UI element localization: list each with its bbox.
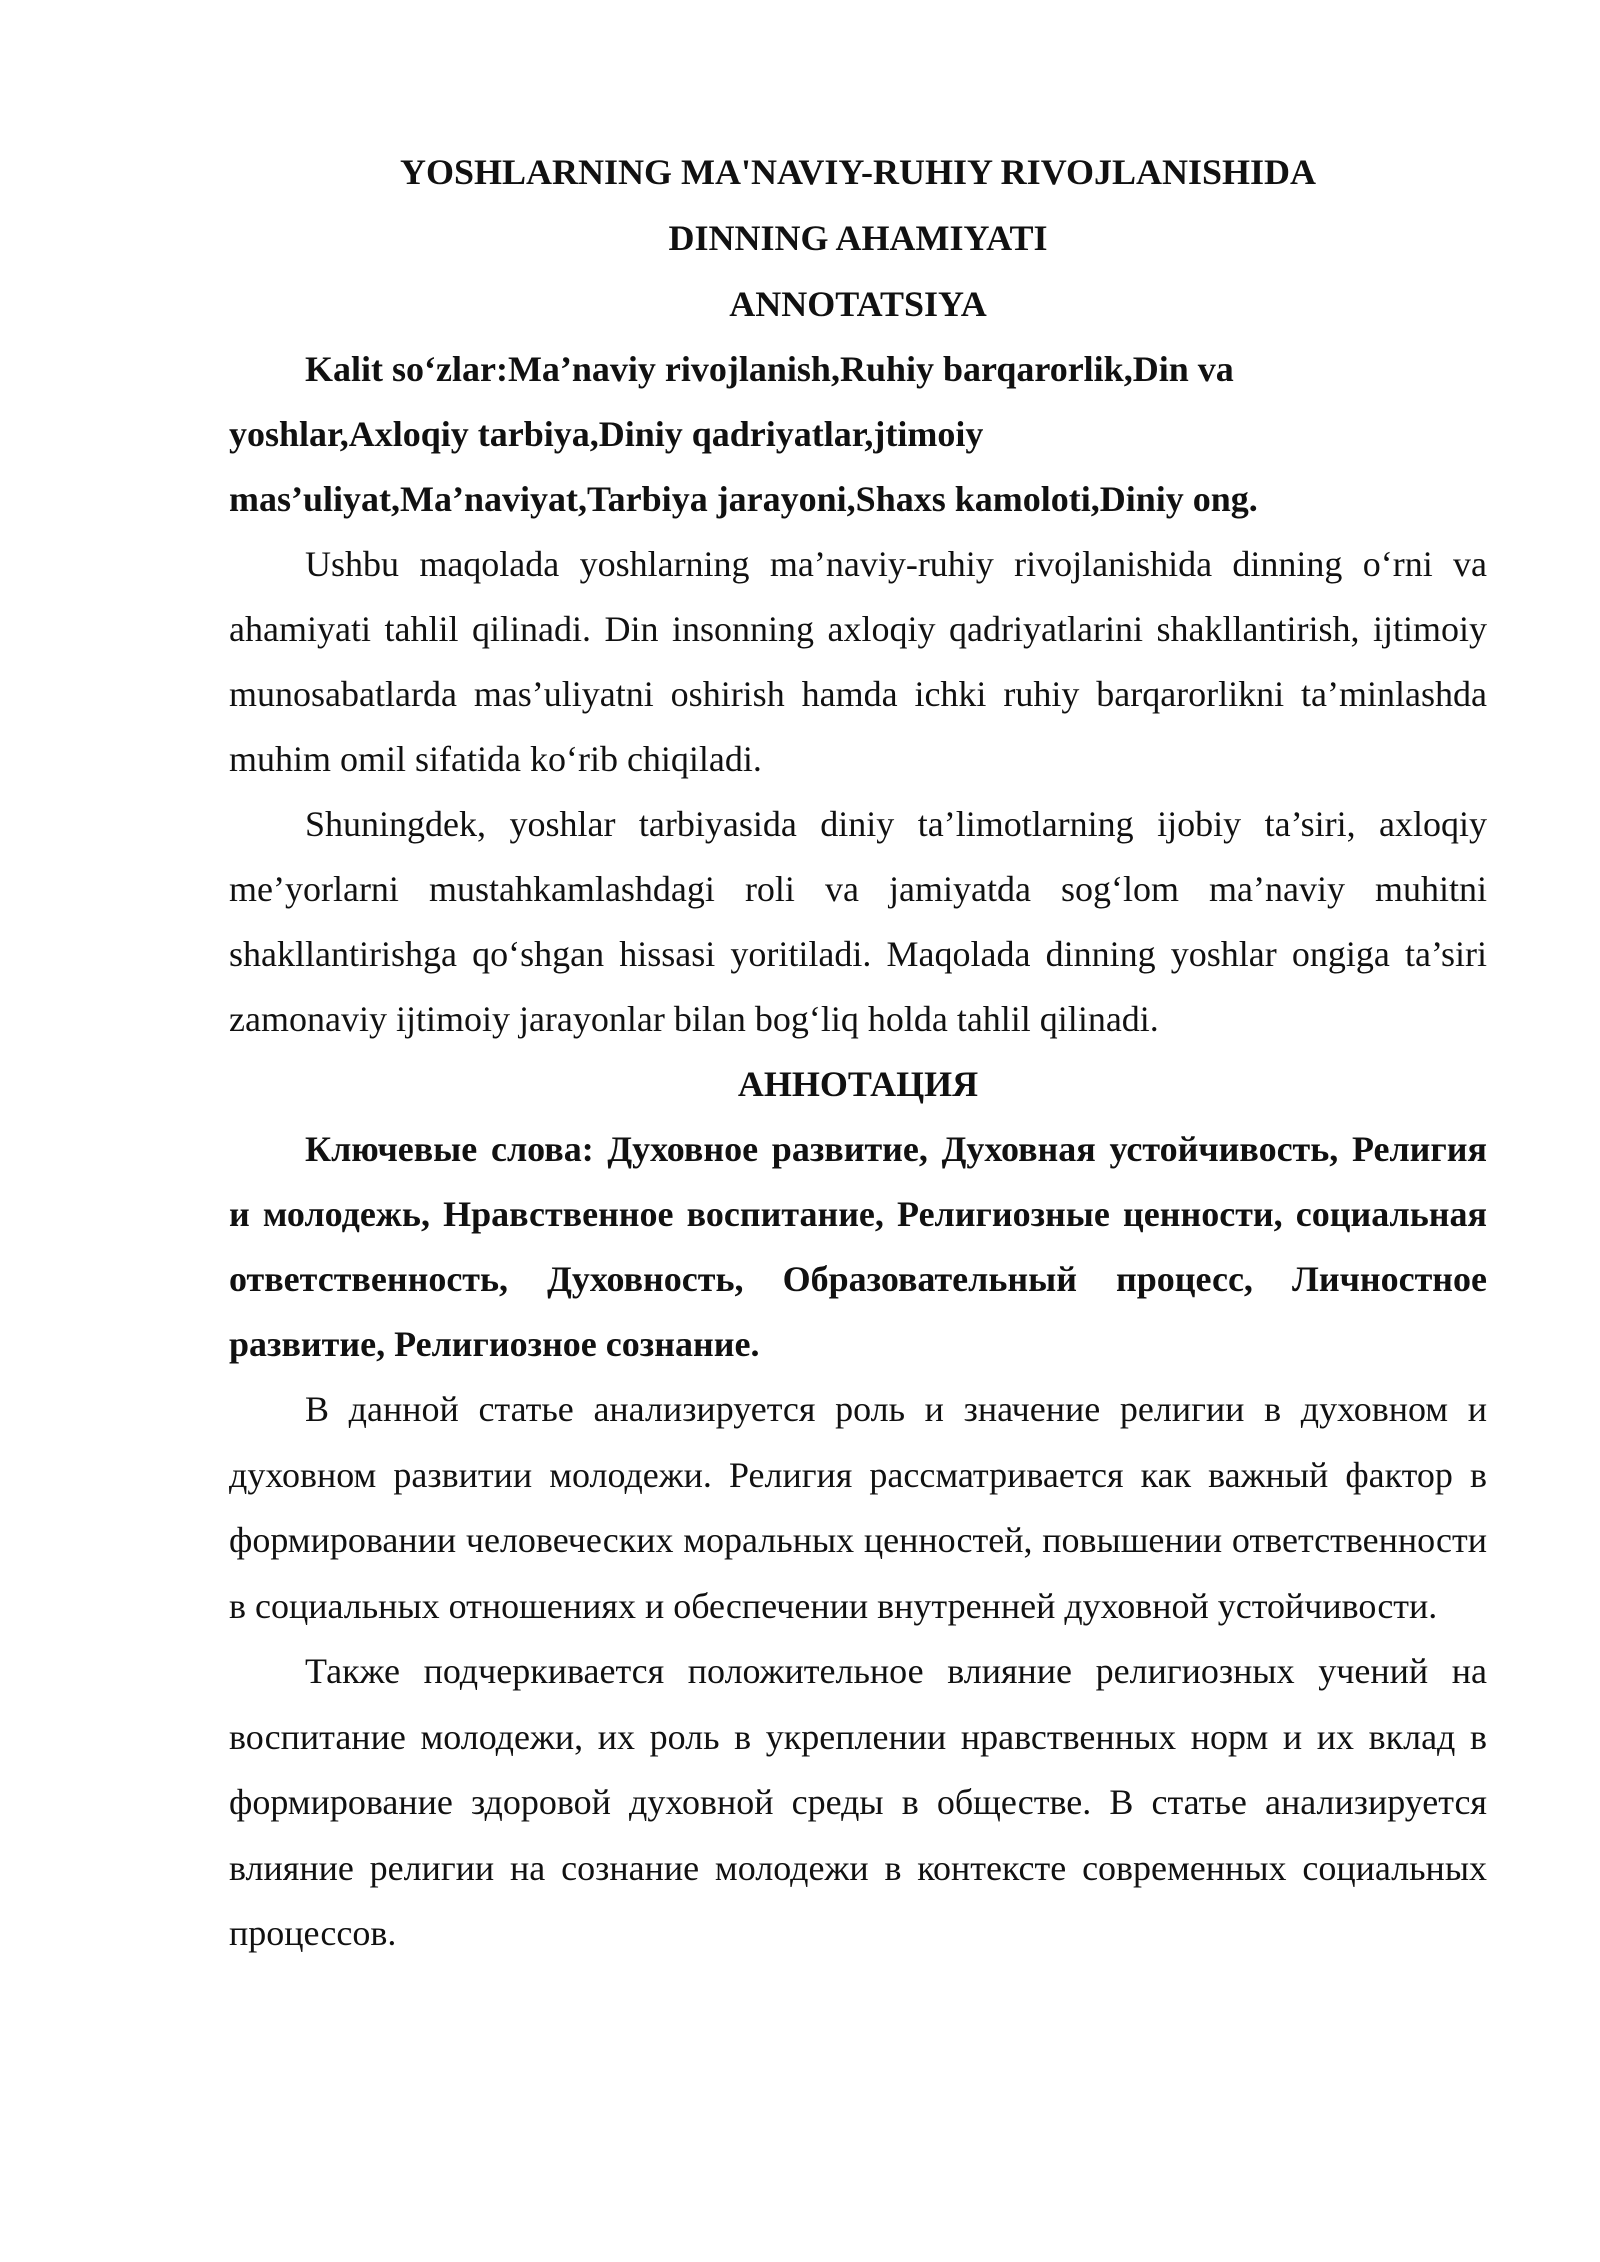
abstract-uz-paragraph-1: Ushbu maqolada yoshlarning ma’naviy-ruhiy rivojlanishida dinning o‘rni va ahamiyati tahlil qilinadi. Din insonning axloqiy qadriyatlarini shakllantirish, ijtimoiy munosabatlarda mas’uliyatni oshirish hamda ichki ruhiy barqarorlikni ta’minlashda muhim omil sifatida ko‘rib chiqiladi. bbox=[229, 544, 1487, 779]
annotation-uz-heading: ANNOTATSIYA bbox=[729, 284, 987, 324]
page-content bbox=[229, 140, 1487, 1967]
keywords-uz-line-1: Kalit so‘zlar:Ma’naviy rivojlanish,Ruhiy barqarorlik,Din va bbox=[305, 349, 1234, 389]
abstract-ru-paragraph-1: В данной статье анализируется роль и значение религии в духовном и духовном развитии молодежи. Религия рассматривается как важный фактор в формировании человеческих моральных ценностей, повышении ответственности в социальных отношениях и обеспечении внутренней духовной устойчивости. bbox=[229, 1389, 1487, 1626]
keywords-uz bbox=[229, 337, 1487, 532]
title-line-1: YOSHLARNING MA'NAVIY-RUHIY RIVOJLANISHIDA bbox=[399, 152, 1317, 192]
annotation-ru-heading: АННОТАЦИЯ bbox=[737, 1064, 979, 1104]
abstract-ru-paragraph-2: Также подчеркивается положительное влияние религиозных учений на воспитание молодежи, их роль в укреплении нравственных норм и их вклад в формирование здоровой духовной среды в обществе. В статье анализируется влияние религии на сознание молодежи в контексте современных социальных процессов. bbox=[229, 1651, 1487, 1953]
title-line-2: DINNING AHAMIYATI bbox=[668, 218, 1048, 258]
keywords-uz-line-3: mas’uliyat,Ma’naviyat,Tarbiya jarayoni,Shaxs kamoloti,Diniy ong. bbox=[229, 479, 1258, 519]
keywords-ru: Ключевые слова: Духовное развитие, Духовная устойчивость, Религия и молодежь, Нравственное воспитание, Религиозные ценности, социальная ответственность, Духовность, Образовательный процесс, Личностное развитие, Религиозное сознание. bbox=[229, 1129, 1487, 1364]
keywords-uz-line-2: yoshlar,Axloqiy tarbiya,Diniy qadriyatlar,jtimoiy bbox=[229, 414, 984, 454]
abstract-uz-paragraph-2: Shuningdek, yoshlar tarbiyasida diniy ta’limotlarning ijobiy ta’siri, axloqiy me’yorlarni mustahkamlashdagi roli va jamiyatda sog‘lom ma’naviy muhitni shakllantirishga qo‘shgan hissasi yoritiladi. Maqolada dinning yoshlar ongiga ta’siri zamonaviy ijtimoiy jarayonlar bilan bog‘liq holda tahlil qilinadi. bbox=[229, 804, 1487, 1039]
